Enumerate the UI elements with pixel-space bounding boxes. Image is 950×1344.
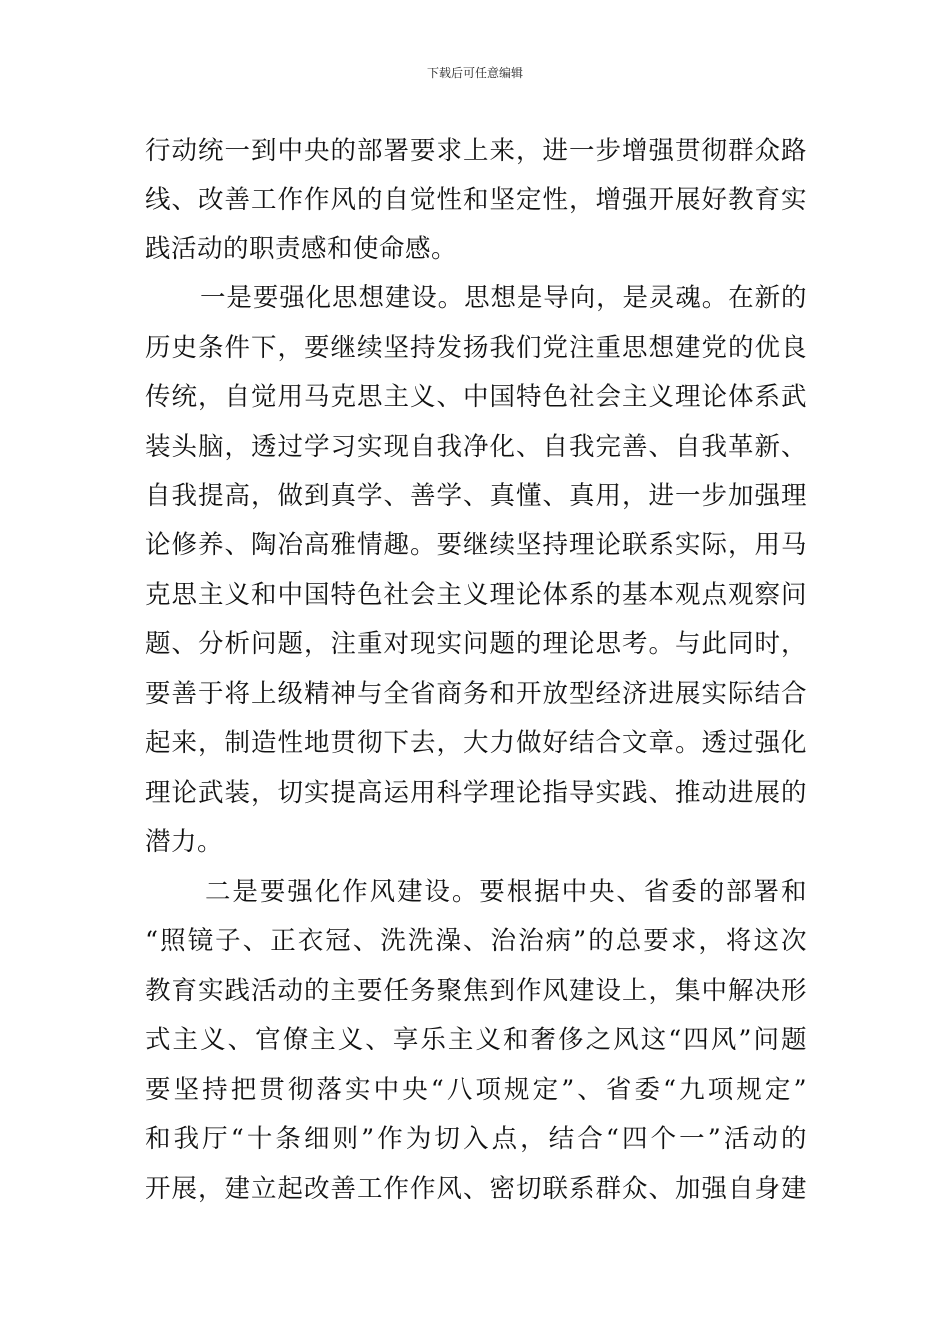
text-line: 教育实践活动的主要任务聚焦到作风建设上，集中解决形: [145, 976, 807, 1006]
text-line: 题、分析问题，注重对现实问题的理论思考。与此同时，: [145, 629, 807, 659]
text-line: 开展，建立起改善工作作风、密切联系群众、加强自身建: [145, 1174, 807, 1204]
text-line: 线、改善工作作风的自觉性和坚定性，增强开展好教育实: [145, 185, 807, 215]
text-line: 践活动的职责感和使命感。: [145, 234, 458, 264]
text-line: 要善于将上级精神与全省商务和开放型经济进展实际结合: [145, 679, 807, 709]
text-line: 潜力。: [145, 827, 224, 857]
text-line: 克思主义和中国特色社会主义理论体系的基本观点观察问: [145, 580, 807, 610]
paragraph-first-line: 二是要强化作风建设。要根据中央、省委的部署和: [205, 877, 807, 907]
text-line: 行动统一到中央的部署要求上来，进一步增强贯彻群众路: [145, 136, 807, 166]
text-line: 装头脑，透过学习实现自我净化、自我完善、自我革新、: [145, 432, 807, 462]
page-header: 下载后可任意编辑: [426, 66, 523, 80]
text-line: 起来，制造性地贯彻下去，大力做好结合文章。透过强化: [145, 728, 807, 758]
text-line: 理论武装，切实提高运用科学理论指导实践、推动进展的: [145, 778, 807, 808]
text-line: 传统，自觉用马克思主义、中国特色社会主义理论体系武: [145, 382, 807, 412]
text-line: 自我提高，做到真学、善学、真懂、真用，进一步加强理: [145, 481, 807, 511]
text-line: 要坚持把贯彻落实中央“八项规定”、省委“九项规定”: [145, 1075, 807, 1105]
text-line: “照镜子、正衣冠、洗洗澡、治治病”的总要求，将这次: [145, 926, 807, 956]
text-line: 论修养、陶冶高雅情趣。要继续坚持理论联系实际，用马: [145, 530, 807, 560]
paragraph-first-line: 一是要强化思想建设。思想是导向，是灵魂。在新的: [200, 283, 807, 313]
text-line: 和我厅“十条细则”作为切入点，结合“四个一”活动的: [145, 1124, 807, 1154]
text-line: 式主义、官僚主义、享乐主义和奢侈之风这“四风”问题: [145, 1025, 807, 1055]
text-line: 历史条件下，要继续坚持发扬我们党注重思想建党的优良: [145, 333, 807, 363]
